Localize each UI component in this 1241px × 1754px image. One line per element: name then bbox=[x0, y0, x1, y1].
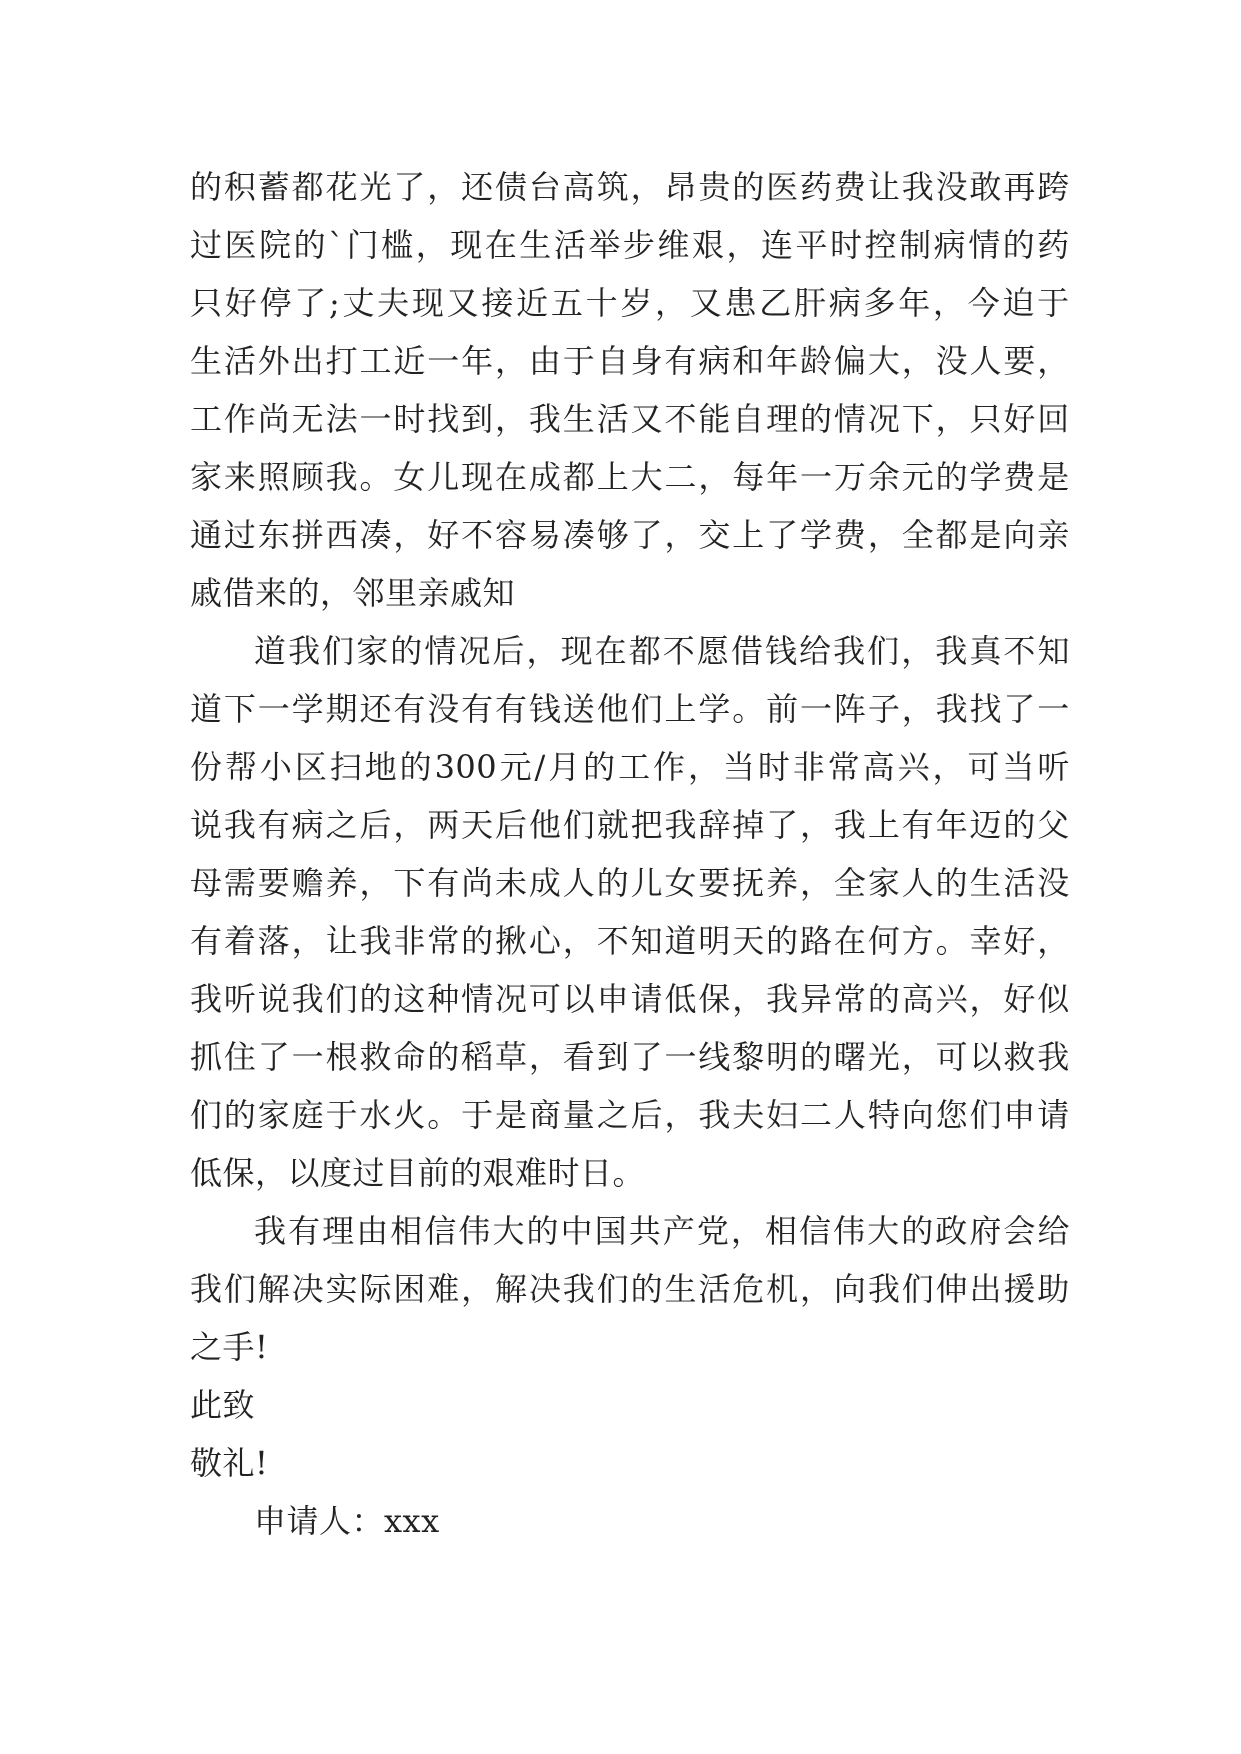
text-line: 敬礼! bbox=[190, 1444, 269, 1482]
text-line: 份 帮 小 区 扫 地 的 300 元 / 月 的 工 作 ， 当 时 非 常 高 兴 ， 可 当 听 bbox=[190, 748, 1070, 786]
text-line: 家 来 照 顾 我 。 女 儿 现 在 成 都 上 大 二 ， 每 年 一 万 余 元 的 学 费 是 bbox=[190, 458, 1070, 496]
text-line: 的 积 蓄 都 花 光 了 ， 还 债 台 高 筑 ， 昂 贵 的 医 药 费 让 我 没 敢 再 跨 bbox=[190, 168, 1070, 206]
text-line: 道 我 们 家 的 情 况 后 ， 现 在 都 不 愿 借 钱 给 我 们 ， 我 真 不 知 bbox=[254, 632, 1070, 670]
text-line: 们 的 家 庭 于 水 火 。 于 是 商 量 之 后 ， 我 夫 妇 二 人 特 向 您 们 申 请 bbox=[190, 1096, 1070, 1134]
text-line: 过 医 院 的 ` 门 槛 ， 现 在 生 活 举 步 维 艰 ， 连 平 时 控 制 病 情 的 药 bbox=[190, 226, 1070, 264]
text-line: 低保，以度过目前的艰难时日。 bbox=[190, 1154, 646, 1192]
text-line: 我 听 说 我 们 的 这 种 情 况 可 以 申 请 低 保 ， 我 异 常 的 高 兴 ， 好 似 bbox=[190, 980, 1070, 1018]
text-line: 说 我 有 病 之 后 ， 两 天 后 他 们 就 把 我 辞 掉 了 ， 我 上 有 年 迈 的 父 bbox=[190, 806, 1070, 844]
text-line: 生 活 外 出 打 工 近 一 年 ， 由 于 自 身 有 病 和 年 龄 偏 大 ， 没 人 要 ， bbox=[190, 342, 1070, 380]
text-line: 抓 住 了 一 根 救 命 的 稻 草 ， 看 到 了 一 线 黎 明 的 曙 光 ， 可 以 救 我 bbox=[190, 1038, 1070, 1076]
text-line: 通 过 东 拼 西 凑 ， 好 不 容 易 凑 够 了 ， 交 上 了 学 费 ， 全 都 是 向 亲 bbox=[190, 516, 1070, 554]
text-line: 道 下 一 学 期 还 有 没 有 有 钱 送 他 们 上 学 。 前 一 阵 子 ， 我 找 了 一 bbox=[190, 690, 1070, 728]
text-line: 只 好 停 了 ; 丈 夫 现 又 接 近 五 十 岁 ， 又 患 乙 肝 病 多 年 ， 今 迫 于 bbox=[190, 284, 1070, 322]
text-line: 母 需 要 赡 养 ， 下 有 尚 未 成 人 的 儿 女 要 抚 养 ， 全 家 人 的 生 活 没 bbox=[190, 864, 1070, 902]
text-line: 工 作 尚 无 法 一 时 找 到 ， 我 生 活 又 不 能 自 理 的 情 况 下 ， 只 好 回 bbox=[190, 400, 1070, 438]
letter-body bbox=[190, 158, 1070, 1550]
text-line: 我 有 理 由 相 信 伟 大 的 中 国 共 产 党 ， 相 信 伟 大 的 政 府 会 给 bbox=[254, 1212, 1070, 1250]
text-line: 戚借来的，邻里亲戚知 bbox=[190, 574, 516, 612]
text-line: 之手! bbox=[190, 1328, 269, 1366]
text-line: 我 们 解 决 实 际 困 难 ， 解 决 我 们 的 生 活 危 机 ， 向 我 们 伸 出 援 助 bbox=[190, 1270, 1070, 1308]
text-line: 申请人：xxx bbox=[254, 1502, 440, 1540]
text-line: 此致 bbox=[190, 1386, 256, 1424]
text-line: 有 着 落 ， 让 我 非 常 的 揪 心 ， 不 知 道 明 天 的 路 在 何 方 。 幸 好 ， bbox=[190, 922, 1070, 960]
